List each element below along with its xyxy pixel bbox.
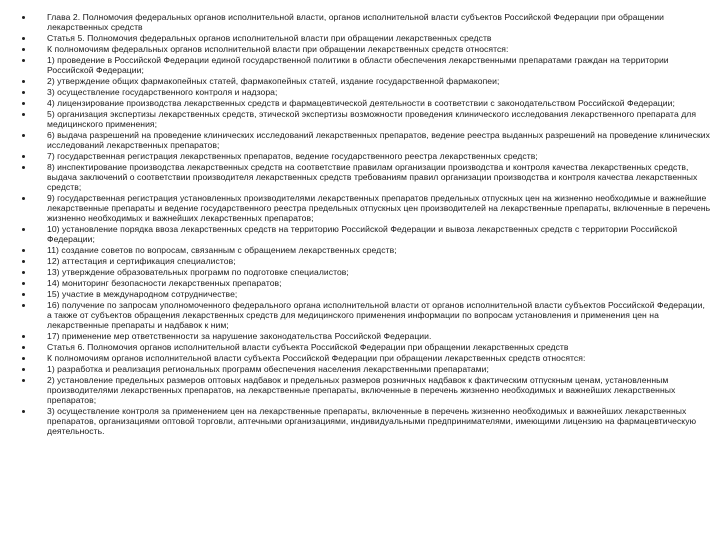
list-item xyxy=(0,162,720,192)
list-item xyxy=(0,267,720,277)
list-item-text: 7) государственная регистрация лекарственных препаратов, ведение государственного реестра лекарственных средств; xyxy=(47,151,538,161)
list-item-text: 9) государственная регистрация установленных производителями лекарственных препаратов предельных отпускных цен на жизненно необходимые и важнейшие лекарственные препараты и ведение государственного реестра предельных отпускных цен производителей на лекарственные препараты, включенные в перечень жизненно необходимых и важнейших лекарственных препаратов; xyxy=(47,193,711,223)
list-item xyxy=(0,300,720,330)
list-item-text: Статья 6. Полномочия органов исполнительной власти субъекта Российской Федерации при обращении лекарственных средств xyxy=(47,342,569,352)
bullet-icon xyxy=(22,335,25,338)
list-item xyxy=(0,331,720,341)
list-item-text: 2) утверждение общих фармакопейных статей, фармакопейных статей, издание государственной фармакопеи; xyxy=(47,76,500,86)
list-item-text: 13) утверждение образовательных программ по подготовке специалистов; xyxy=(47,267,349,277)
bullet-icon xyxy=(22,304,25,307)
bullet-icon xyxy=(22,271,25,274)
list-item xyxy=(0,55,720,75)
list-item xyxy=(0,87,720,97)
list-item-text: 11) создание советов по вопросам, связанным с обращением лекарственных средств; xyxy=(47,245,397,255)
bullet-icon xyxy=(22,282,25,285)
list-item xyxy=(0,193,720,223)
list-item xyxy=(0,364,720,374)
list-item xyxy=(0,151,720,161)
list-item xyxy=(0,353,720,363)
list-item xyxy=(0,33,720,43)
list-item xyxy=(0,130,720,150)
bullet-icon xyxy=(22,16,25,19)
list-item xyxy=(0,12,720,32)
list-item xyxy=(0,278,720,288)
list-item-text: 10) установление порядка ввоза лекарственных средств на территорию Российской Федерации и вывоза лекарственных средств с территории Российской Федерации; xyxy=(47,224,678,244)
bullet-icon xyxy=(22,134,25,137)
list-item-text: 12) аттестация и сертификация специалистов; xyxy=(47,256,236,266)
bullet-icon xyxy=(22,37,25,40)
list-item-text: 14) мониторинг безопасности лекарственных препаратов; xyxy=(47,278,282,288)
bullet-icon xyxy=(22,228,25,231)
list-item-text: 5) организация экспертизы лекарственных средств, этической экспертизы возможности проведения клинического исследования лекарственного препарата для медицинского применения; xyxy=(47,109,697,129)
list-item xyxy=(0,256,720,266)
list-item-text: К полномочиям органов исполнительной власти субъекта Российской Федерации при обращении лекарственных средств относятся: xyxy=(47,353,586,363)
list-item xyxy=(0,406,720,436)
bullet-icon xyxy=(22,197,25,200)
bullet-icon xyxy=(22,249,25,252)
list-item-text: 3) осуществление государственного контроля и надзора; xyxy=(47,87,278,97)
bullet-icon xyxy=(22,59,25,62)
bullet-icon xyxy=(22,91,25,94)
bullet-icon xyxy=(22,113,25,116)
bullet-icon xyxy=(22,260,25,263)
list-item xyxy=(0,224,720,244)
list-item xyxy=(0,98,720,108)
list-item xyxy=(0,245,720,255)
list-item xyxy=(0,76,720,86)
bullet-icon xyxy=(22,155,25,158)
list-item-text: К полномочиям федеральных органов исполнительной власти при обращении лекарственных средств относятся: xyxy=(47,44,509,54)
list-item-text: 2) установление предельных размеров оптовых надбавок и предельных размеров розничных надбавок к фактическим отпускным ценам, установленным производителями лекарственных препаратов, на лекарственные препараты, включенные в перечень жизненно необходимых и важнейших лекарственных препаратов; xyxy=(47,375,676,405)
list-item xyxy=(0,44,720,54)
list-item-text: Статья 5. Полномочия федеральных органов исполнительной власти при обращении лекарственных средств xyxy=(47,33,492,43)
bullet-icon xyxy=(22,346,25,349)
list-item-text: 1) проведение в Российской Федерации единой государственной политики в области обеспечения лекарственными препаратами граждан на территории Российской Федерации; xyxy=(47,55,669,75)
list-item-text: 3) осуществление контроля за применением цен на лекарственные препараты, включенные в перечень жизненно необходимых и важнейших лекарственных препаратов, организациями оптовой торговли, аптечными организациями, индивидуальными предпринимателями, имеющими лицензию на фармацевтическую деятельность. xyxy=(47,406,697,436)
list-item-text: 1) разработка и реализация региональных программ обеспечения населения лекарственными препаратами; xyxy=(47,364,489,374)
list-item xyxy=(0,109,720,129)
bullet-icon xyxy=(22,357,25,360)
bullet-icon xyxy=(22,80,25,83)
bullet-icon xyxy=(22,102,25,105)
list-item-text: 6) выдача разрешений на проведение клинических исследований лекарственных препаратов, ведение реестра выданных разрешений на проведение клинических исследований лекарственных препаратов; xyxy=(47,130,710,150)
list-item-text: 8) инспектирование производства лекарственных средств на соответствие правилам организации производства и контроля качества лекарственных средств, выдача заключений о соответствии производителя лекарственных средств требованиям правил организации производства и контроля качества лекарственных средств; xyxy=(47,162,698,192)
list-item-text: 4) лицензирование производства лекарственных средств и фармацевтической деятельности в соответствии с законодательством Российской Федерации; xyxy=(47,98,675,108)
document-body xyxy=(0,12,720,437)
bullet-icon xyxy=(22,293,25,296)
list-item-text: 17) применение мер ответственности за нарушение законодательства Российской Федерации. xyxy=(47,331,432,341)
bullet-icon xyxy=(22,48,25,51)
bullet-icon xyxy=(22,379,25,382)
list-item-text: 16) получение по запросам уполномоченного федерального органа исполнительной власти от органов исполнительной власти субъектов Российской Федерации, а также от субъектов обращения лекарственных средств для медицинского применения информации по вопросам установления и применения цен на лекарственные препараты и надбавок к ним; xyxy=(47,300,705,330)
bullet-icon xyxy=(22,166,25,169)
list-item xyxy=(0,375,720,405)
list-item xyxy=(0,342,720,352)
bullet-icon xyxy=(22,410,25,413)
list-item xyxy=(0,289,720,299)
bullet-icon xyxy=(22,368,25,371)
bullet-list xyxy=(0,12,720,436)
list-item-text: 15) участие в международном сотрудничестве; xyxy=(47,289,238,299)
list-item-text: Глава 2. Полномочия федеральных органов исполнительной власти, органов исполнительной власти субъектов Российской Федерации при обращении лекарственных средств xyxy=(47,12,664,32)
